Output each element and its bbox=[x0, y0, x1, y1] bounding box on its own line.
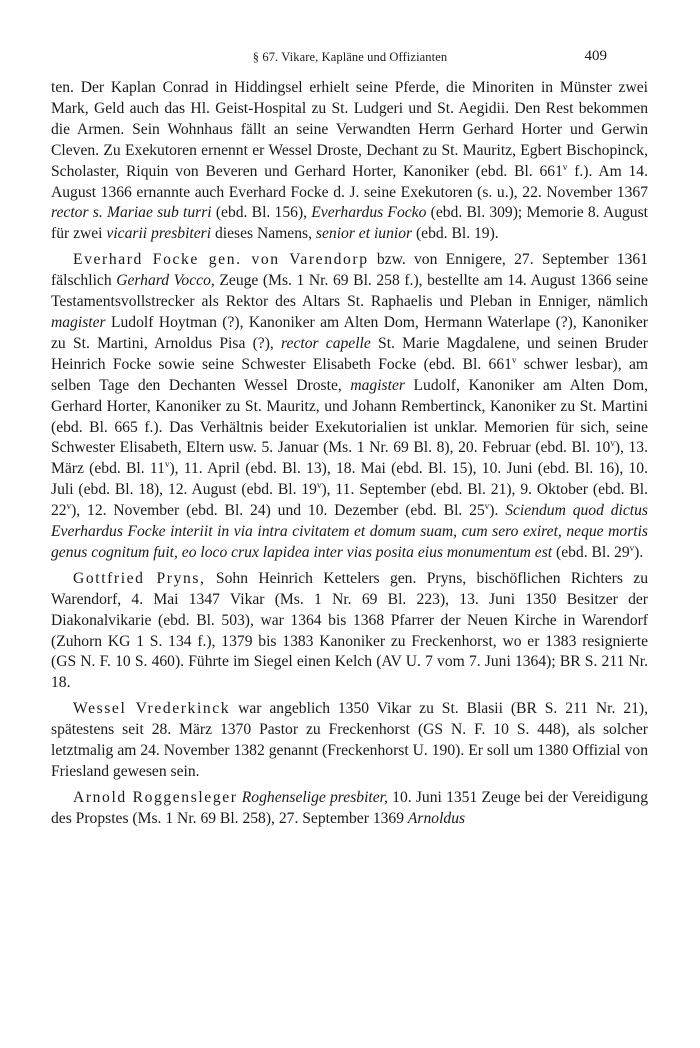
running-head: § 67. Vikare, Kapläne und Offizianten bbox=[252, 50, 448, 64]
text-segment: war angeblich 1350 Vikar zu St. Blasii (BR S. 211 Nr. 21), spätestens seit 28. März 1370 Pastor zu Freckenhorst (GS N. F. 10 S. 448), als solcher letztmalig am 24. November 1382 genannt (Freckenhorst U. 190). Er soll um 1380 Offizial von Friesland gewesen sein. bbox=[51, 700, 648, 780]
paragraph bbox=[51, 788, 648, 830]
italic-text: Arnoldus bbox=[407, 809, 466, 827]
text-segment: Zeuge (Ms. 1 Nr. 69 Bl. 258 f.), bestellte am 14. August 1366 seine Testamentsvollstrecker als Rektor des Altars St. Raphaelis und Pleban in Enniger, nämlich bbox=[51, 272, 648, 311]
paragraph bbox=[51, 569, 648, 694]
paragraph bbox=[51, 250, 648, 564]
text-segment: ), 11. September (ebd. Bl. 21), 9. Oktober (ebd. Bl. 22 bbox=[51, 481, 648, 520]
italic-text: rector capelle bbox=[281, 334, 371, 352]
text-segment: Ludolf, Kanoniker am Alten Dom, Gerhard Horter, Kanoniker zu St. Mauritz, und Johann Rembertinck, Kanoniker zu St. Martini (ebd. Bl. 665 f.). Das Verhältnis beider Exekutorialien ist unklar. Memorien für sich, seine Schwester Elisabeth, Eltern usw. 5. Januar (Ms. 1 Nr. 69 Bl. 8), 20. Februar (ebd. Bl. 10 bbox=[51, 376, 648, 457]
page-header bbox=[0, 50, 700, 70]
italic-text: senior et iunior bbox=[315, 225, 413, 243]
text-segment: ten. Der Kaplan Conrad in Hiddingsel erhielt seine Pferde, die Minoriten in Münster zwei Mark, Geld auch das Hl. Geist-Hospital zu St. Ludgeri und St. Aegidii. Den Rest bekommen die Armen. Sein Wohnhaus fällt an seine Verwandten Herrn Gerhard Horter und Gerwin Cleven. Zu Exekutoren ernennt er Wessel Droste, Dechant zu St. Mauritz, Egbert Bischopinck, Scholaster, Riquin von Beveren und Gerhard Horter, Kanoniker (ebd. Bl. 661 bbox=[51, 79, 648, 180]
italic-text: Sciendum quod dictus Everhardus Focke interiit in via intra civitatem et domum suam, cum sero exiret, neque mortis genus cognitum fuit, eo loco crux lapidea inter vias posita eius monumentum est bbox=[51, 502, 648, 561]
page-number: 409 bbox=[584, 48, 607, 64]
italic-text: Roghenselige presbiter, bbox=[241, 788, 388, 806]
italic-text: Everhardus Focko bbox=[311, 204, 427, 222]
text-segment: ), 12. November (ebd. Bl. 24) und 10. Dezember (ebd. Bl. 25 bbox=[71, 502, 485, 520]
text-segment: (ebd. Bl. 19). bbox=[412, 225, 499, 243]
text-segment: Ludolf Hoytman (?), Kanoniker am Alten Dom, Hermann Waterlape (?), Kanoniker zu St. Martini, Arnoldus Pisa (?), bbox=[51, 313, 648, 352]
text-segment: 10. Juni 1351 Zeuge bei der Vereidigung des Propstes (Ms. 1 Nr. 69 Bl. 258), 27. September 1369 bbox=[51, 788, 649, 827]
text-segment: f.). Am 14. August 1366 ernannte auch Everhard Focke d. J. seine Exekutoren (s. u.), 22. November 1367 bbox=[51, 162, 649, 201]
paragraph bbox=[51, 78, 648, 245]
superscript: v bbox=[66, 500, 72, 511]
text-segment: (ebd. Bl. 156), bbox=[211, 204, 312, 222]
italic-text: magister bbox=[51, 313, 106, 331]
text-segment: St. Marie Magdalene, und seinen Bruder Heinrich Focke sowie seine Schwester Elisabeth Focke (ebd. Bl. 661 bbox=[51, 334, 648, 373]
text-segment: ). bbox=[634, 543, 644, 561]
superscript: v bbox=[562, 161, 568, 172]
text-segment: Sohn Heinrich Kettelers gen. Pryns, bischöflichen Richters zu Warendorf, 4. Mai 1347 Vikar (Ms. 1 Nr. 69 Bl. 223), 13. Juni 1350 Besitzer der Diakonalvikarie (ebd. Bl. 503), war 1364 bis 1368 Pfarrer der Neuen Kirche in Warendorf (Zuhorn KG 1 S. 134 f.), 1379 bis 1383 Kanoniker zu Freckenhorst, wo er 1383 resignierte (GS N. F. 10 S. 460). Führte im Siegel einen Kelch (AV U. 7 vom 7. Juni 1364); BR S. 211 Nr. 18. bbox=[51, 569, 648, 692]
superscript: v bbox=[164, 459, 170, 470]
italic-text: vicarii presbiteri bbox=[106, 225, 212, 243]
italic-text: magister bbox=[350, 376, 405, 394]
paragraph bbox=[51, 699, 648, 783]
text-segment: (ebd. Bl. 309); Memorie 8. August für zwei bbox=[51, 204, 649, 243]
text-segment: (ebd. Bl. 29 bbox=[552, 543, 630, 561]
text-segment: bzw. von Ennigere, 27. September 1361 fälschlich bbox=[51, 251, 648, 290]
person-name: Arnold Roggensleger bbox=[73, 788, 238, 806]
text-segment: ), 11. April (ebd. Bl. 13), 18. Mai (ebd. Bl. 15), 10. Juni (ebd. Bl. 16), 10. Juli (ebd. Bl. 18), 12. August (ebd. Bl. 19 bbox=[51, 460, 648, 499]
text-segment: dieses Namens, bbox=[211, 225, 316, 243]
superscript: v bbox=[629, 542, 635, 553]
superscript: v bbox=[484, 500, 490, 511]
superscript: v bbox=[316, 480, 322, 491]
body-text bbox=[51, 78, 648, 835]
text-segment: ). bbox=[489, 502, 506, 520]
text-segment: ), 13. März (ebd. Bl. 11 bbox=[51, 439, 648, 478]
italic-text: rector s. Mariae sub turri bbox=[51, 204, 212, 222]
person-name: Gottfried Pryns, bbox=[73, 569, 206, 587]
person-name: Everhard Focke gen. von Varendorp bbox=[73, 251, 369, 269]
superscript: v bbox=[511, 354, 517, 365]
text-segment: schwer lesbar), am selben Tage den Dechanten Wessel Droste, bbox=[51, 355, 648, 394]
person-name: Wessel Vrederkinck bbox=[73, 700, 231, 718]
italic-text: Gerhard Vocco, bbox=[116, 272, 215, 290]
superscript: v bbox=[610, 438, 615, 449]
